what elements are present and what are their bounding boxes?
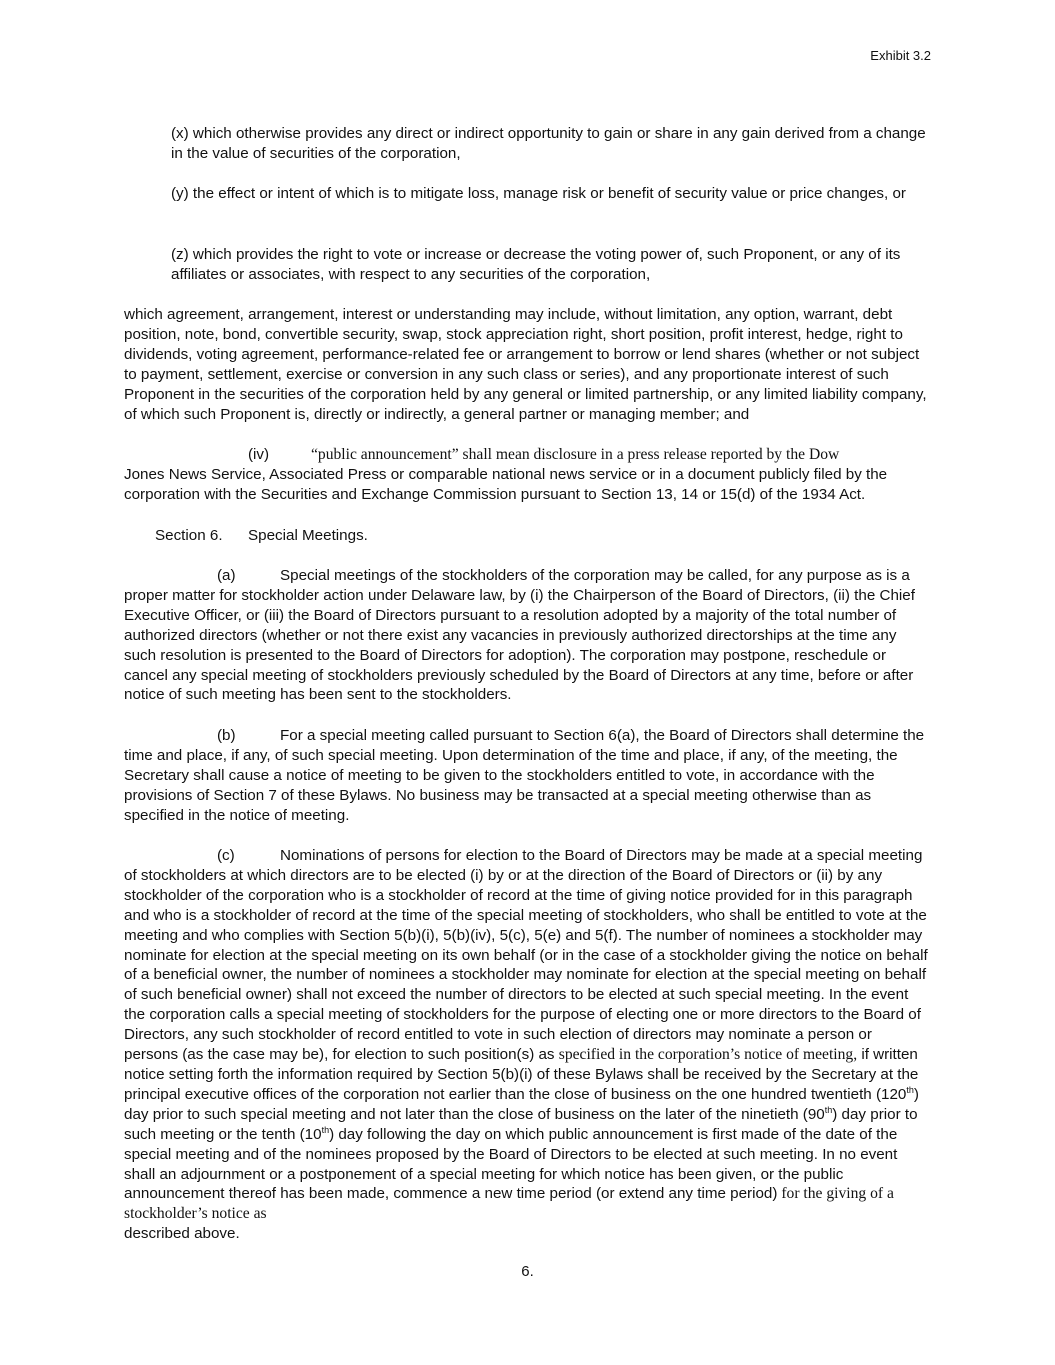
paragraph-c <box>124 846 930 1244</box>
paragraph-c-label: (c) <box>217 847 235 864</box>
paragraph-which-agreement: which agreement, arrangement, interest or understanding may include, without limitation, any option, warrant, debt position, note, bond, convertible security, swap, stock appreciation right, short position, profit interest, hedge, right to dividends, voting agreement, performance-related fee or arrangement to borrow or lend shares (whether or not subject to payment, settlement, exercise or conversion in any such class or series), and any proportionate interest of such Proponent in the securities of the corporation held by any general or limited partnership, or any limited liability company, of which such Proponent is, directly or indirectly, a general partner or managing member; and <box>124 306 927 423</box>
paragraph-iv <box>124 445 930 505</box>
paragraph-a-text: Special meetings of the stockholders of the corporation may be called, for any purpose as is a proper matter for stockholder action under Delaware law, by (i) the Chairperson of the Board of Directors, (ii) the Chief Executive Officer, or (iii) the Board of Directors pursuant to a resolution adopted by a majority of the total number of authorized directors (whether or not there exist any vacancies in previously authorized directorships at the time any such resolution is presented to the Board of Directors for adoption). The corporation may postpone, reschedule or cancel any special meeting of stockholders previously scheduled by the Board of Directors at any time, before or after notice of such meeting has been sent to the stockholders. <box>124 567 915 704</box>
paragraph-c-serif-2: for the giving of a stockholder’s notice as <box>124 1185 894 1223</box>
page-number: 6. <box>521 1263 534 1280</box>
ordinal-suffix-10: th <box>321 1124 330 1135</box>
paragraph-c-text-3: ) day prior to such special meeting and not later than the close of business on the later of the ninetieth (90 <box>124 1085 919 1123</box>
paragraph-c-serif-1: specified in the corporation’s notice of meeting, <box>558 1046 858 1064</box>
paragraph-c-text-2: if written notice setting forth the information required by Section 5(b)(i) of these Bylaws shall be received by the Secretary at the principal executive offices of the corporation not earlier than the close of business on the one hundred twentieth (120 <box>124 1046 919 1103</box>
paragraph-iv-label: (iv) <box>248 446 270 463</box>
paragraph-c-text-4: ) day prior to such meeting or the tenth (10 <box>124 1105 918 1143</box>
ordinal-suffix-120: th <box>906 1084 914 1095</box>
list-item-z: (z) which provides the right to vote or increase or decrease the voting power of, such Proponent, or any of its affiliates or associates, with respect to any securities of the corporation, <box>171 246 901 283</box>
paragraph-a-label: (a) <box>217 567 236 584</box>
paragraph-iv-definition: “public announcement” shall mean disclosure in a press release reported by the Dow <box>311 446 840 463</box>
paragraph-b-label: (b) <box>217 727 236 744</box>
paragraph-c-text-1: Nominations of persons for election to the Board of Directors may be made at a special meeting of stockholders at which directors are to be elected (i) by or at the direction of the Board of Directors or (ii) by any stockholder of the corporation who is a stockholder of record at the time of giving notice provided for in this paragraph and who is a stockholder of record at the time of the special meeting of stockholders, who shall be entitled to vote at the meeting and who complies with Section 5(b)(i), 5(b)(iv), 5(c), 5(e) and 5(f). The number of nominees a stockholder may nominate for election at the special meeting on its own behalf (or in the case of a stockholder giving the notice on behalf of a beneficial owner, the number of nominees a stockholder may nominate for election at the special meeting on behalf of such beneficial owner) shall not exceed the number of directors to be elected at such special meeting. In the event the corporation calls a special meeting of stockholders for the purpose of electing one or more directors to the Board of Directors, any such stockholder of record entitled to vote in such election of directors may nominate a person or persons (as the case may be), for election to such position(s) as <box>124 847 928 1064</box>
paragraph-c-text-6: described above. <box>124 1225 240 1243</box>
paragraph-b <box>124 726 930 826</box>
section-title: Special Meetings. <box>248 527 368 544</box>
list-item-x: (x) which otherwise provides any direct or indirect opportunity to gain or share in any gain derived from a change in the value of securities of the corporation, <box>171 125 926 162</box>
paragraph-iv-text: Jones News Service, Associated Press or comparable national news service or in a document publicly filed by the corporation with the Securities and Exchange Commission pursuant to Section 13, 14 or 15(d) of the 1934 Act. <box>124 465 888 503</box>
paragraph-b-text: For a special meeting called pursuant to Section 6(a), the Board of Directors shall determine the time and place, if any, of such special meeting. Upon determination of the time and place, if any, of the meeting, the Secretary shall cause a notice of meeting to be given to the stockholders entitled to vote, in accordance with the provisions of Section 7 of these Bylaws. No business may be transacted at a special meeting otherwise than as specified in the notice of meeting. <box>124 727 925 824</box>
section-heading <box>155 526 368 546</box>
ordinal-suffix-90: th <box>824 1104 833 1115</box>
section-number: Section 6. <box>155 527 223 544</box>
paragraph-c-text-5: ) day following the day on which public announcement is first made of the date of the special meeting and of the nominees proposed by the Board of Directors to be elected at such meeting. In no event shall an adjournment or a postponement of a special meeting for which notice has been given, or the public announcement thereof has been made, commence a new time period (or extend any time period) <box>124 1125 898 1203</box>
paragraph-a <box>124 566 930 705</box>
exhibit-label: Exhibit 3.2 <box>870 48 931 63</box>
list-item-y: (y) the effect or intent of which is to mitigate loss, manage risk or benefit of security value or price changes, or <box>171 185 906 202</box>
